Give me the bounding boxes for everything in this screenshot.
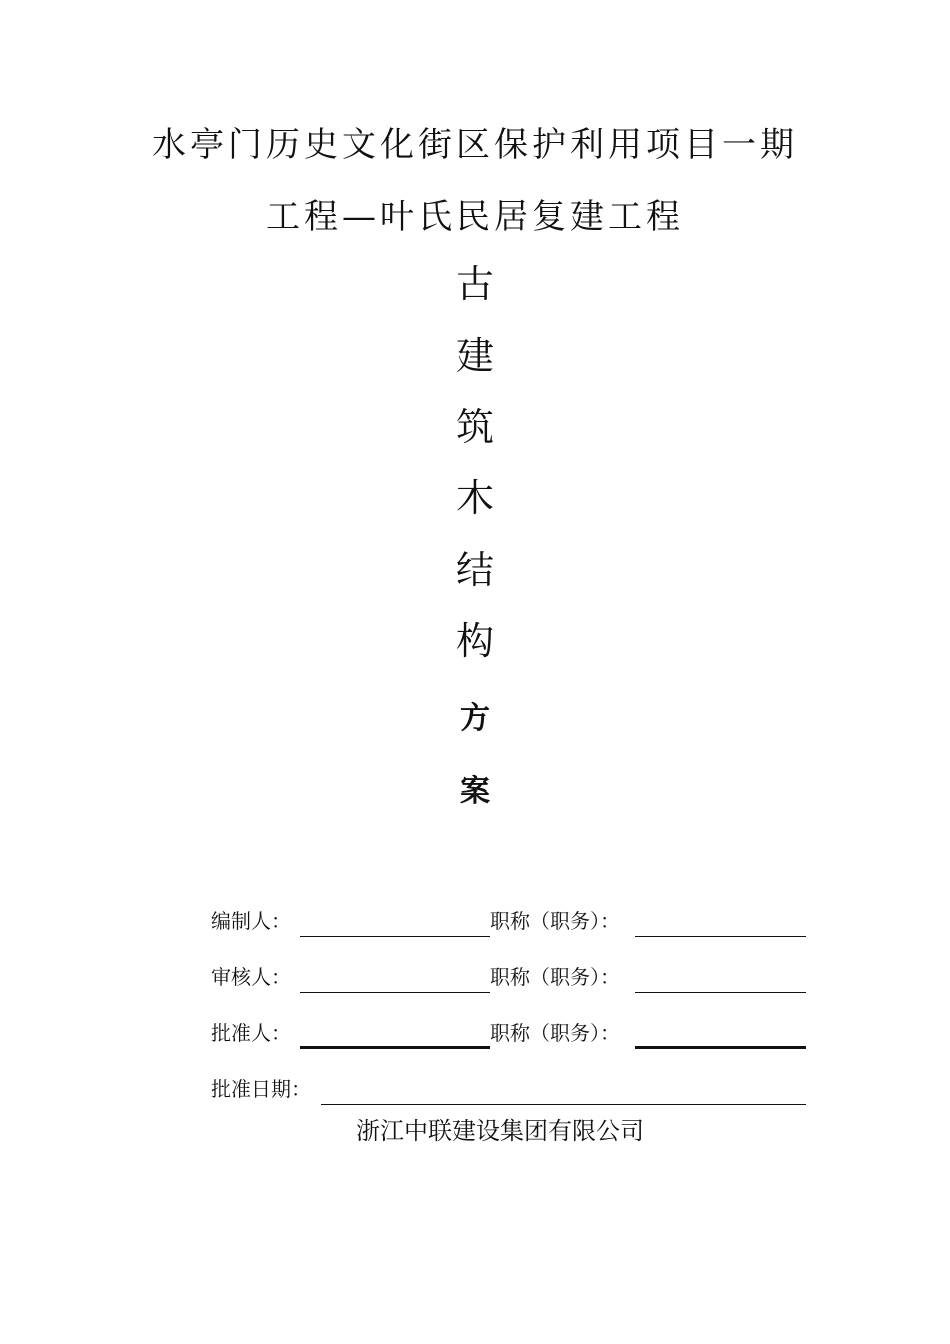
approval-date-line xyxy=(321,1104,806,1105)
vertical-title-char: 建 xyxy=(455,334,494,378)
vertical-title-char: 构 xyxy=(455,619,494,663)
approval-date-label: 批准日期： xyxy=(211,1077,311,1101)
approver-title-line xyxy=(635,1046,806,1049)
vertical-title-char: 筑 xyxy=(455,405,494,449)
company-name: 浙江中联建设集团有限公司 xyxy=(356,1117,644,1145)
vertical-title-char: 古 xyxy=(455,262,494,306)
document-title-line-1: 水亭门历史文化街区保护利用项目一期 xyxy=(152,125,798,165)
reviewer-title-label: 职称（职务）： xyxy=(490,965,620,989)
approver-signature-line xyxy=(300,1046,490,1049)
vertical-title-char: 木 xyxy=(455,476,494,520)
reviewer-title-line xyxy=(635,992,806,993)
approver-title-label: 职称（职务）： xyxy=(490,1021,620,1045)
reviewer-label: 审核人： xyxy=(211,965,291,989)
preparer-title-label: 职称（职务）： xyxy=(490,909,620,933)
vertical-title-char: 方 xyxy=(460,701,490,736)
document-title-line-2: 工程—叶氏民居复建工程 xyxy=(266,197,684,237)
preparer-signature-line xyxy=(300,936,490,937)
vertical-title-char: 结 xyxy=(455,548,494,592)
preparer-label: 编制人： xyxy=(211,909,291,933)
approver-label: 批准人： xyxy=(211,1021,291,1045)
reviewer-signature-line xyxy=(300,992,490,993)
vertical-title-char: 案 xyxy=(460,774,490,809)
preparer-title-line xyxy=(635,936,806,937)
